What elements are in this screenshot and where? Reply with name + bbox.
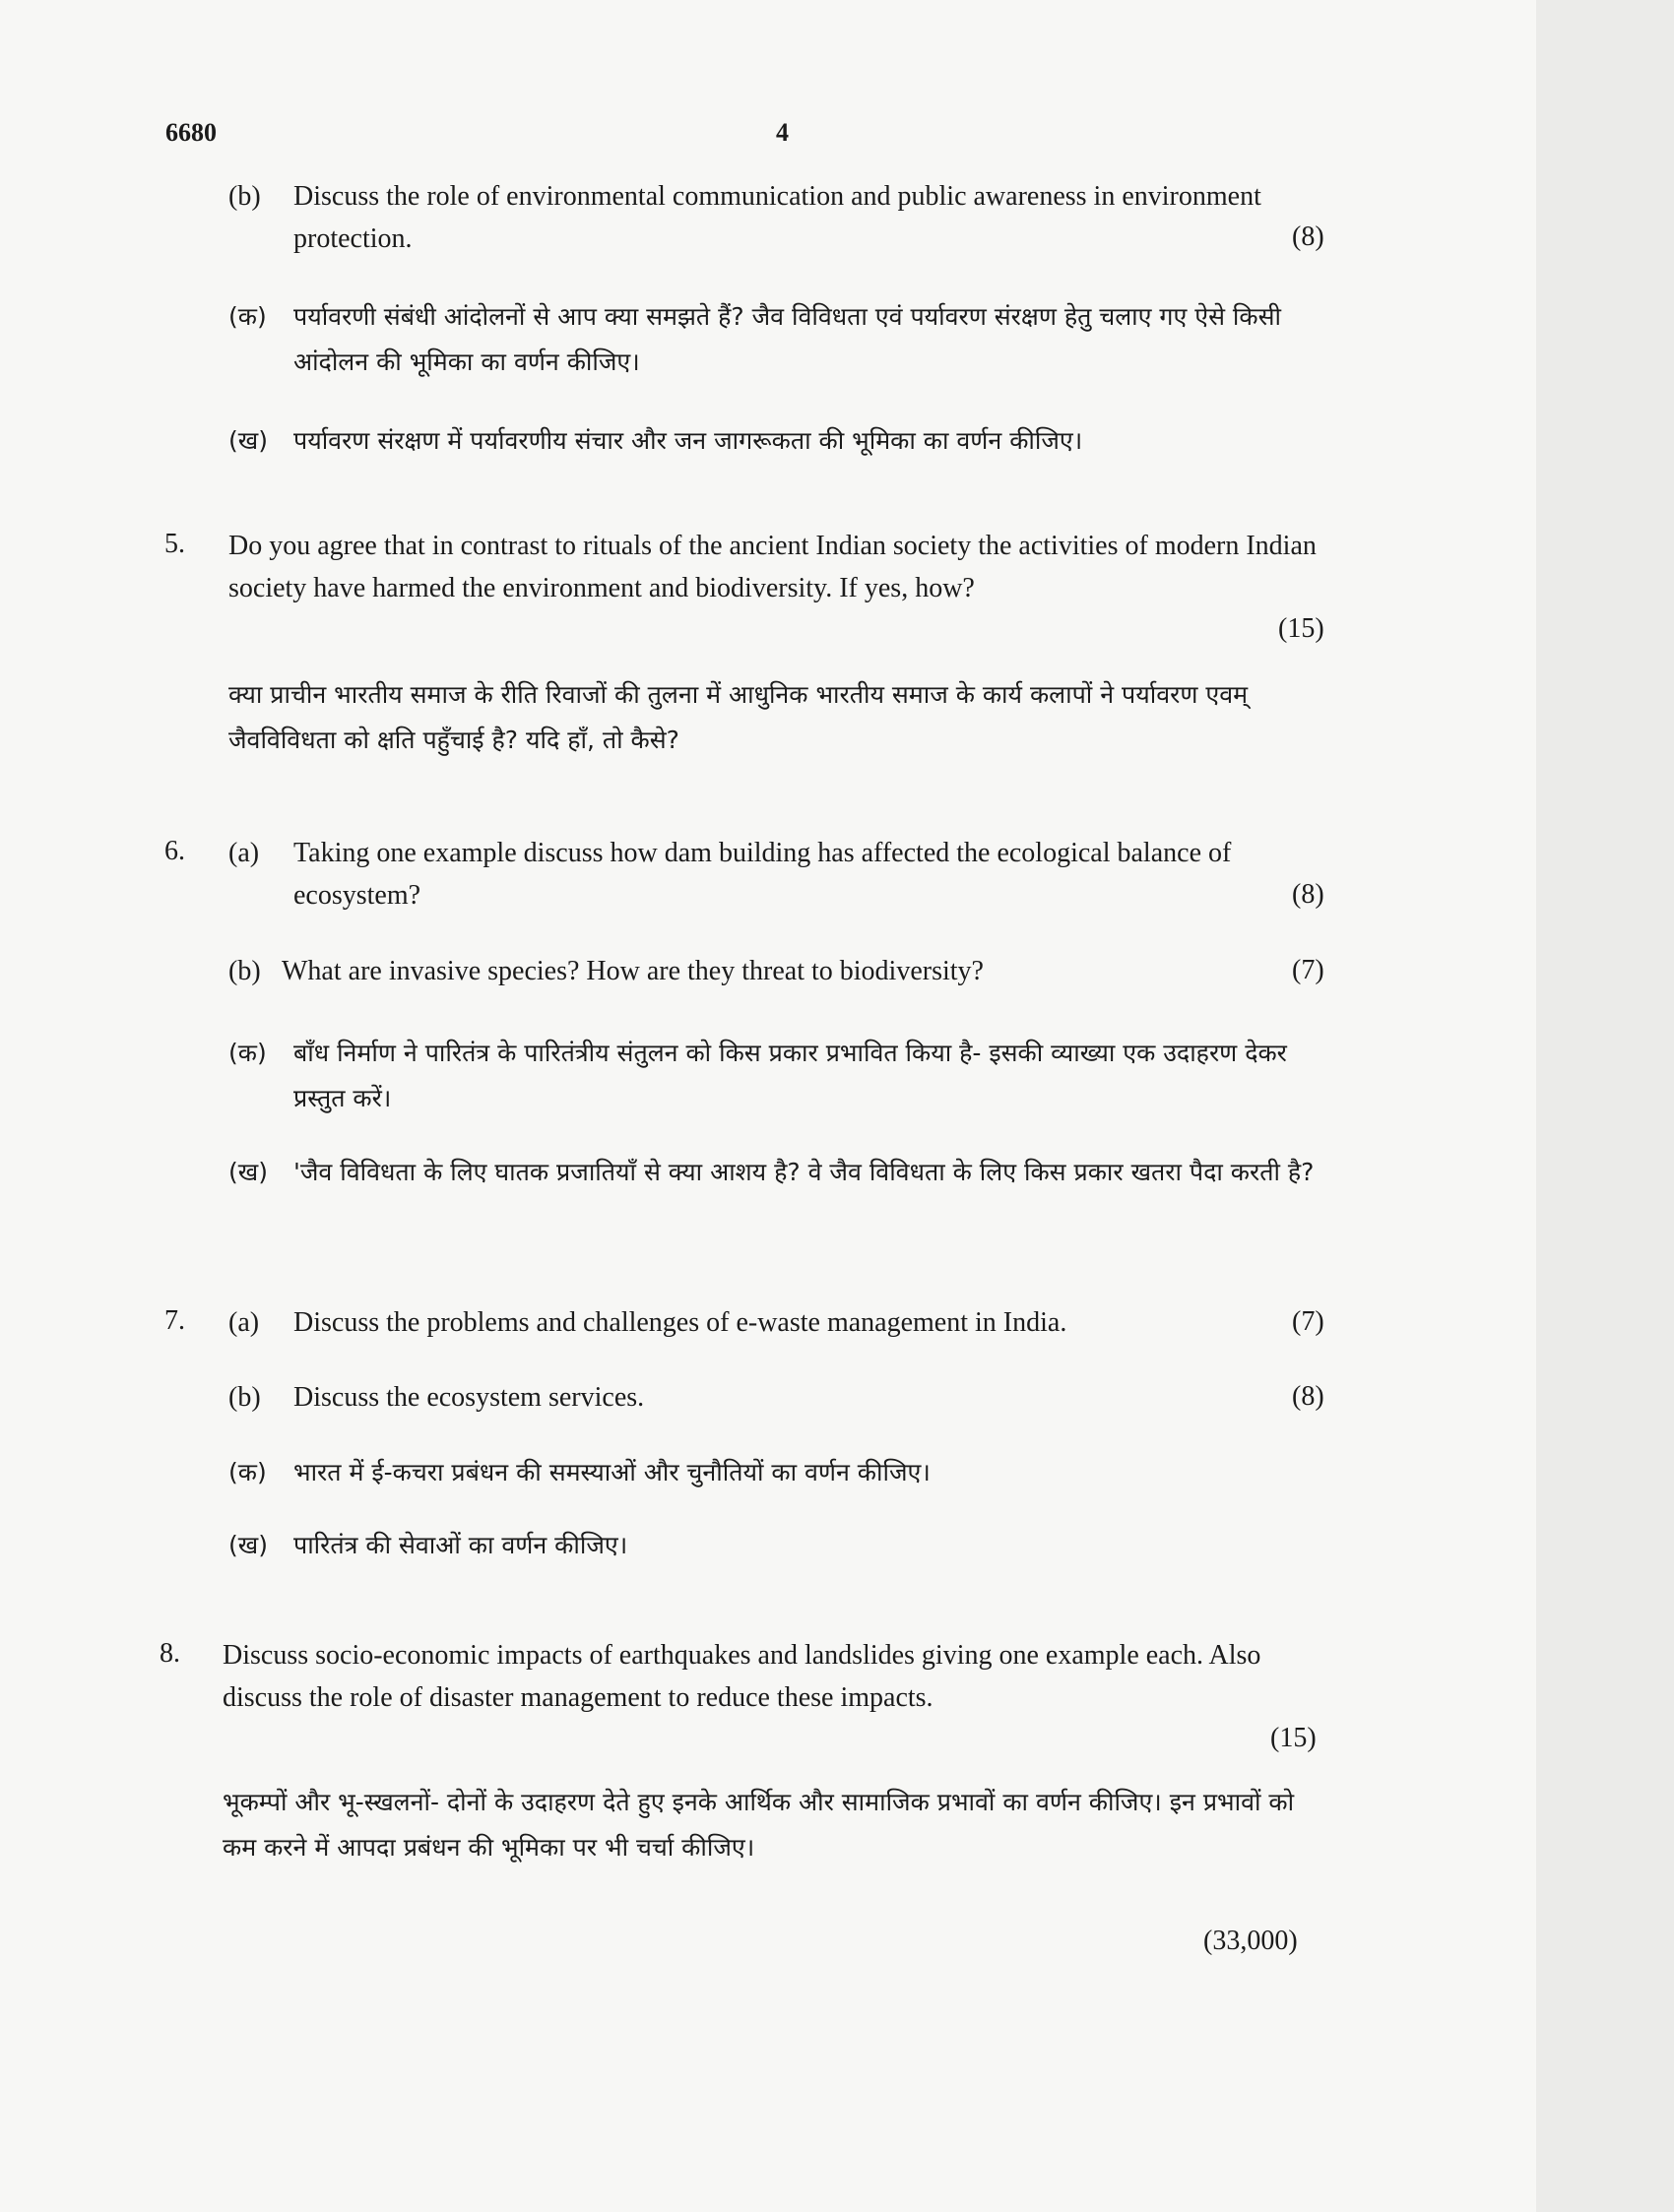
q5-marks: (15) <box>1278 613 1324 644</box>
q7-b-marks: (8) <box>1292 1381 1324 1412</box>
q8-text: Discuss socio-economic impacts of earthquakes and landslides giving one example each. Also discuss the role of disaster management to reduce these impacts. <box>223 1640 1261 1713</box>
q7-b-label: (b) <box>228 1382 261 1413</box>
q6-b-label: (b) <box>228 956 261 986</box>
q7-kha-label: (ख) <box>228 1531 268 1559</box>
q6-ka-text: बाँध निर्माण ने पारितंत्र के पारितंत्रीय संतुलन को किस प्रकार प्रभावित किया है- इसकी व्याख्या एक उदाहरण देकर प्रस्तुत करें। <box>293 1039 1287 1112</box>
q5-text: Do you agree that in contrast to rituals of the ancient Indian society the activities of modern Indian society have harmed the environment and biodiversity. If yes, how? <box>228 531 1317 603</box>
q7-a-label: (a) <box>228 1307 260 1338</box>
q4-b-text: Discuss the role of environmental communication and public awareness in environment protection. <box>293 181 1261 254</box>
q6-number: 6. <box>164 836 185 866</box>
q5-hindi: क्या प्राचीन भारतीय समाज के रीति रिवाजों की तुलना में आधुनिक भारतीय समाज के कार्य कलापों ने पर्यावरण एवम् जैवविविधता को क्षति पहुँचाई है? यदि हाँ, तो कैसे? <box>228 680 1249 754</box>
scan-margin <box>1536 0 1674 2212</box>
q6-b-marks: (7) <box>1292 955 1324 985</box>
copies-printed: (33,000) <box>1203 1926 1298 1956</box>
q4-kha-text: पर्यावरण संरक्षण में पर्यावरणीय संचार और जन जागरूकता की भूमिका का वर्णन कीजिए। <box>293 426 1083 455</box>
q6-a-label: (a) <box>228 838 260 868</box>
page-number: 4 <box>776 118 789 147</box>
paper-code: 6680 <box>165 118 217 147</box>
q7-ka-text: भारत में ई-कचरा प्रबंधन की समस्याओं और चुनौतियों का वर्णन कीजिए। <box>293 1458 931 1486</box>
q6-b-text: What are invasive species? How are they threat to biodiversity? <box>282 956 984 986</box>
q6-a-text: Taking one example discuss how dam building has affected the ecological balance of ecosystem? <box>293 838 1232 911</box>
q8-marks: (15) <box>1270 1723 1317 1753</box>
q6-a-marks: (8) <box>1292 879 1324 910</box>
q7-a-text: Discuss the problems and challenges of e-waste management in India. <box>293 1307 1067 1338</box>
q8-number: 8. <box>160 1638 180 1669</box>
q7-ka-label: (क) <box>228 1458 267 1486</box>
q6-ka-label: (क) <box>228 1039 267 1067</box>
q7-kha-text: पारितंत्र की सेवाओं का वर्णन कीजिए। <box>293 1531 628 1559</box>
q4-ka-text: पर्यावरणी संबंधी आंदोलनों से आप क्या समझते हैं? जैव विविधता एवं पर्यावरण संरक्षण हेतु चलाए गए ऐसे किसी आंदोलन की भूमिका का वर्णन कीजिए। <box>293 302 1281 376</box>
q6-kha-label: (ख) <box>228 1158 268 1186</box>
q5-number: 5. <box>164 529 185 559</box>
q4-ka-label: (क) <box>228 302 267 331</box>
q4-b-marks: (8) <box>1292 221 1324 252</box>
q6-kha-text: 'जैव विविधता के लिए घातक प्रजातियाँ से क्या आशय है? वे जैव विविधता के लिए किस प्रकार खतरा पैदा करती है? <box>293 1158 1315 1186</box>
q7-number: 7. <box>164 1305 185 1336</box>
q4-kha-label: (ख) <box>228 426 268 455</box>
q7-b-text: Discuss the ecosystem services. <box>293 1382 645 1413</box>
q8-hindi: भूकम्पों और भू-स्खलनों- दोनों के उदाहरण देते हुए इनके आर्थिक और सामाजिक प्रभावों का वर्णन कीजिए। इन प्रभावों को कम करने में आपदा प्रबंधन की भूमिका पर भी चर्चा कीजिए। <box>223 1788 1295 1862</box>
q7-a-marks: (7) <box>1292 1306 1324 1337</box>
q4-b-label: (b) <box>228 181 261 212</box>
